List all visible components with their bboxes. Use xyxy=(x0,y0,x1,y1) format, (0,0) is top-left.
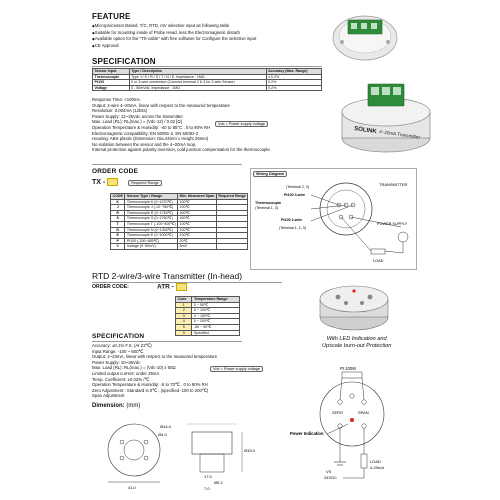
table-cell: Pt100 (-200~850℃) xyxy=(125,238,178,244)
table-cell: Thermocouple K (0~1370℃) xyxy=(125,199,178,205)
rtd-vdc-note: Vdc = Power supply voltage xyxy=(210,366,263,372)
rtd-order-prefix-wrap xyxy=(157,283,187,291)
table-header-row xyxy=(111,194,248,200)
spec-line: Electromagnetic compatibility: EN 50081-2, EN 50082-2 xyxy=(92,130,199,136)
table-cell: K xyxy=(111,199,125,205)
spec-heading: SPECIFICATION xyxy=(92,57,156,66)
table-cell: Thermocouple E (0~1000℃) xyxy=(125,233,178,239)
table-cell: Specified xyxy=(192,330,240,336)
table-cell: J xyxy=(111,205,125,211)
spec-line: Max. Load (RL): RL(max.) = (Vdc-12) / 0.02 [Ω] xyxy=(92,119,182,125)
table-cell: 0.2% xyxy=(266,85,321,91)
table-cell: R xyxy=(111,210,125,216)
spec-line: Limited output current: under 25mA xyxy=(92,370,160,376)
table-cell xyxy=(216,244,248,250)
table-cell: N xyxy=(111,227,125,233)
table-cell: E xyxy=(111,233,125,239)
wiring-label: LOAD xyxy=(370,459,381,464)
table-cell: Voltage (0~50mV) xyxy=(125,244,178,250)
table-cell: 100℃ xyxy=(178,233,217,239)
feature-heading: FEATURE xyxy=(92,12,131,21)
table-cell: Type J / K / R / S / T / N / E, Impedance : 1MΩ xyxy=(129,74,266,80)
spec-line: Housing: ABS plastic (Dimension: Dia.44mm x Height 26mm) xyxy=(92,136,209,142)
order-code-heading: ORDER CODE xyxy=(92,168,139,175)
table-cell: Pt100 xyxy=(93,80,130,86)
rtd-order-code-box xyxy=(176,283,187,291)
product-brand: SOLINK xyxy=(353,126,378,136)
wiring-label: 24VDC xyxy=(324,475,337,480)
table-cell: -50 ~ 50℃ xyxy=(192,324,240,330)
dimension-heading: Dimension: xyxy=(92,403,125,409)
transmitter-photo-side xyxy=(334,78,434,156)
table-cell: Thermocouple R (0~1760℃) xyxy=(125,210,178,216)
feature-item: ◆ Suitable for mounting inside of Probe Head, less the Electromagnetic disturb xyxy=(92,30,256,37)
table-cell: P xyxy=(111,238,125,244)
order-code-prefix xyxy=(92,178,162,186)
table-cell: 400℃ xyxy=(178,210,217,216)
spec-line: Max. Load (RL): RL(max.) = (Vdc-10) x 50Ω xyxy=(92,365,176,371)
table-cell: 20℃ xyxy=(178,238,217,244)
table-cell: 0.2% xyxy=(266,80,321,86)
wiring-label: Power Indication xyxy=(290,431,324,436)
rtd-title: RTD 2-wire/3-wire Transmitter (In-head) xyxy=(92,271,243,281)
spec-line: No isolation between the sensor and the 4~20mA loop. xyxy=(92,141,197,147)
dimension-drawing xyxy=(92,412,272,492)
table-cell: Voltage xyxy=(93,85,130,91)
table-cell: 5mV xyxy=(178,244,217,250)
table-header: Temperature Range xyxy=(192,297,240,303)
table-header: Required Range xyxy=(218,194,246,198)
feature-item: ◆ CE Approval xyxy=(92,43,256,50)
table-cell: 0 ~ 50℃ xyxy=(192,302,240,308)
table-cell: 0 ~ 100℃ xyxy=(192,308,240,314)
transmitter-photo-top xyxy=(330,6,400,64)
spec-line: Response Time: <100ms. xyxy=(92,97,141,102)
table-cell: Thermocouple J (-10~760℃) xyxy=(125,205,178,211)
table-header: Accuracy (Max. Range) xyxy=(266,69,321,75)
wiring-label: (Terminal 1, 2, 3) xyxy=(279,226,306,230)
feature-item: ◆ Available option for the "TX-cable" with free software for Configure the selective input xyxy=(92,36,256,43)
table-cell: 9 xyxy=(176,330,192,336)
dimension-label: Ø5.2 xyxy=(214,480,223,485)
rtd-spec-heading: SPECIFICATION xyxy=(92,333,145,340)
spec-line: Temp. Coefficient: ±0.02% /℃ xyxy=(92,376,150,382)
feature-item: ◆ Microprocessor Based, T/C, RTD, mV selective input as following table xyxy=(92,23,256,30)
table-header: Code xyxy=(176,297,192,303)
dimension-unit: (mm) xyxy=(126,403,141,409)
order-code-box xyxy=(107,178,118,186)
order-code-table xyxy=(110,193,248,250)
spec-line: Internal protection against polarity inversion, cold junction compensation for the thermocouple. xyxy=(92,147,271,153)
rtd-code-table xyxy=(175,296,240,336)
wiring-label: SPAN xyxy=(358,410,369,415)
table-row xyxy=(93,85,322,91)
vdc-note: Vdc = Power supply voltage xyxy=(215,121,268,127)
table-cell: 2 or 3-wire connection (Connect terminal 2 & 3 for 2-wire Sensor) xyxy=(129,80,266,86)
table-cell: 4 xyxy=(176,319,192,325)
table-header: Type / Description xyxy=(129,69,266,75)
table-cell: 100℃ xyxy=(178,199,217,205)
table-cell: Thermocouple xyxy=(93,74,130,80)
dimension-label: Ø4.0 xyxy=(158,432,167,437)
wiring-label: 4-20mA xyxy=(370,465,385,470)
power-led-icon xyxy=(350,418,354,422)
table-cell: Thermocouple S (0~1760℃) xyxy=(125,216,178,222)
table-header: Sensor Input xyxy=(93,69,130,75)
spec-line: Power Supply: 12~35Vdc across the transmitter xyxy=(92,113,183,119)
table-cell: S xyxy=(111,216,125,222)
feature-list xyxy=(92,23,256,49)
spec-line: Zero Adjustment : Standard is 0℃ , (specified -100 to 200℃) xyxy=(92,387,209,393)
table-cell: 100℃ xyxy=(178,227,217,233)
required-range-label: Required Range xyxy=(128,180,162,186)
spec-line: Operation Temperature & Humidity: -40 to 85°C , 0 to 90% RH xyxy=(92,124,211,130)
spec-line: Input Range: -100 ~ 600℃ xyxy=(92,348,144,354)
divider xyxy=(92,341,242,342)
wiring-label: LOAD xyxy=(373,259,384,263)
dimension-heading-wrap xyxy=(92,403,140,409)
wiring-label: Pt100 2-wire xyxy=(281,218,302,222)
spec-line: Resolution: 0.004mA (12bits) xyxy=(92,108,148,114)
rtd-transmitter-photo xyxy=(316,275,391,333)
divider xyxy=(92,282,282,283)
table-cell: T xyxy=(111,221,125,227)
table-cell: 0 - 50mVdc, Impedance : 1MΩ xyxy=(129,85,266,91)
spec-line: Output: 4~20mA, linear with respect to the measured temperature xyxy=(92,354,218,360)
dimension-label: Ø33.0 xyxy=(244,448,255,453)
table-cell: 2 xyxy=(176,308,192,314)
wiring-label: VS xyxy=(326,469,332,474)
table-header: Min. Measured Span xyxy=(179,194,215,198)
product-model: 4~20mA Transmitter xyxy=(378,129,421,140)
spec-line: Power Supply: 10~36Vdc xyxy=(92,359,141,365)
table-cell: 100℃ xyxy=(178,205,217,211)
rtd-order-code-label: ORDER CODE: xyxy=(92,284,129,290)
wiring-label: Thermocouple xyxy=(255,201,282,205)
table-row xyxy=(176,330,240,336)
rtd-caption-line: Upscale burn-out Protection xyxy=(322,343,392,349)
table-cell: 1 xyxy=(176,302,192,308)
spec-table xyxy=(92,68,322,91)
dimension-label: Ø44.0 xyxy=(160,424,171,429)
spec-line: Accuracy: ±0.1% F.S. (At 23℃) xyxy=(92,343,152,348)
divider xyxy=(92,66,322,67)
spec-line: Span Adjustment xyxy=(92,393,125,399)
table-cell: 3 xyxy=(176,313,192,319)
table-header: CODE xyxy=(112,194,123,198)
table-cell: Thermocouple T (-100~400℃) xyxy=(126,221,176,226)
table-cell: V xyxy=(111,244,125,250)
table-cell: ± 0.2% xyxy=(266,74,321,80)
dimension-label: 41.0 xyxy=(128,485,136,490)
rtd-order-prefix: ATR - xyxy=(157,283,174,291)
wiring-label: TRANSMITTER xyxy=(379,182,408,187)
rtd-caption xyxy=(322,336,391,350)
table-cell: 0 ~ 200℃ xyxy=(192,319,240,325)
wiring-label: ZERO xyxy=(332,410,344,415)
wiring-label: Pt 100W xyxy=(340,366,357,371)
order-prefix-text: TX - xyxy=(92,178,106,186)
wiring-diagram xyxy=(251,169,416,269)
rtd-wiring-diagram xyxy=(290,362,415,487)
spec-line: Output: 2-wire 4~20mA, linear with respect to the measured temperature xyxy=(92,102,230,108)
table-row xyxy=(111,244,248,250)
spec-line: Operation Temperature & Humidity: -5 to 70℃ , 0 to 90% RH xyxy=(92,382,208,388)
dimension-label: 17.0 xyxy=(204,474,212,479)
wiring-diagram-panel xyxy=(250,168,417,270)
wiring-label: POWER SUPPLY xyxy=(377,222,408,226)
wiring-label: Pt100 3-wire xyxy=(284,193,305,197)
table-cell: Thermocouple N (0~1300℃) xyxy=(125,227,178,233)
rtd-spec-lines xyxy=(92,343,217,399)
dimension-label: 7.0 xyxy=(204,486,210,491)
table-cell: 5 xyxy=(176,324,192,330)
table-header: Sensor Type / Range xyxy=(125,194,178,200)
table-cell: 400℃ xyxy=(178,216,217,222)
wiring-label: (Terminal 1, 3) xyxy=(255,206,278,210)
rtd-caption-line: With LED Indication and xyxy=(326,336,387,342)
wiring-diagram-title: Wiring Diagram xyxy=(253,171,287,177)
table-cell: 100℃ xyxy=(178,221,217,227)
table-cell: 0 ~ 150℃ xyxy=(192,313,240,319)
wiring-label: (Terminal 2, 3) xyxy=(286,185,309,189)
divider xyxy=(92,164,242,165)
